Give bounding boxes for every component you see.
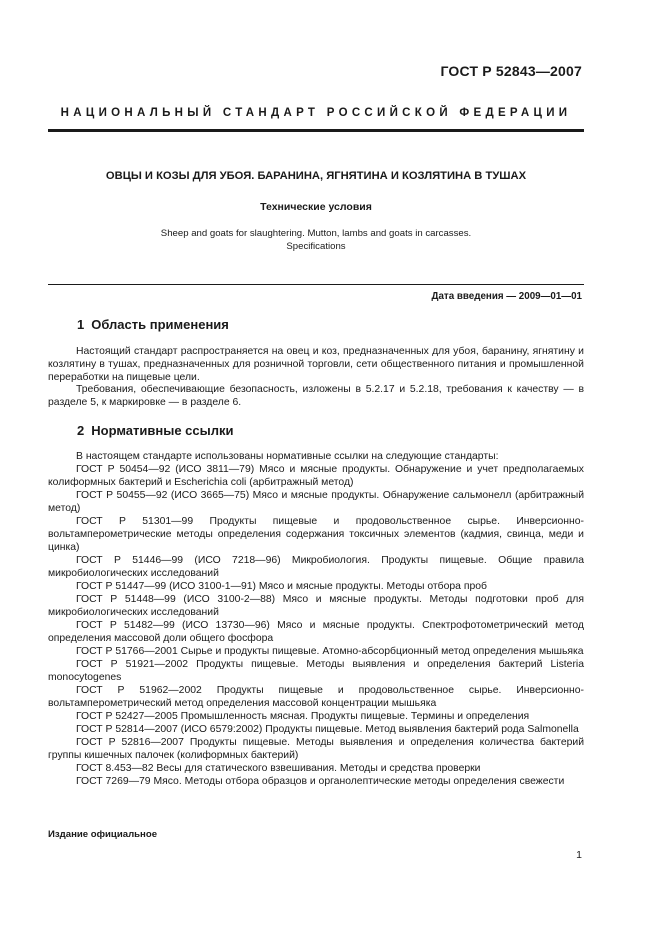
document-subtitle: Технические условия [260, 201, 372, 213]
title-rule [48, 284, 584, 285]
reference-item: ГОСТ 7269—79 Мясо. Методы отбора образцов и органолептические методы определения свежести [76, 776, 565, 787]
reference-item: ГОСТ Р 51921—2002 Продукты пищевые. Методы выявления и определения бактерий Listeria monocytogenes [48, 659, 584, 683]
reference-item: ГОСТ Р 52814—2007 (ИСО 6579:2002) Продукты пищевые. Метод выявления бактерий рода Salmonella [76, 724, 579, 735]
reference-item: ГОСТ Р 51301—99 Продукты пищевые и продовольственное сырье. Инверсионно-вольтамперометрические методы определения содержания токсичных элементов (кадмия, свинца, меди и цинка) [48, 516, 584, 553]
section-1-title: Область применения [91, 317, 229, 332]
reference-item: ГОСТ 8.453—82 Весы для статического взвешивания. Методы и средства проверки [76, 763, 481, 774]
section-1-number: 1 [77, 317, 85, 332]
effective-date: Дата введения — 2009—01—01 [431, 291, 582, 302]
section-2-title: Нормативные ссылки [91, 423, 234, 438]
reference-item: ГОСТ Р 51446—99 (ИСО 7218—96) Микробиология. Продукты пищевые. Общие правила микробиологических исследований [48, 555, 584, 579]
english-title [48, 227, 584, 253]
reference-item: ГОСТ Р 52816—2007 Продукты пищевые. Методы выявления и определения количества бактерий группы кишечных палочек (колиформных бактерий) [48, 737, 584, 761]
national-standard-heading: НАЦИОНАЛЬНЫЙ СТАНДАРТ РОССИЙСКОЙ ФЕДЕРАЦИИ [60, 107, 572, 119]
reference-item: ГОСТ Р 51482—99 (ИСО 13730—96) Мясо и мясные продукты. Спектрофотометрический метод определения массовой доли общего фосфора [48, 620, 584, 644]
english-title-line-1: Sheep and goats for slaughtering. Mutton, lambs and goats in carcasses. [160, 228, 472, 239]
official-edition-label: Издание официальное [48, 829, 158, 840]
section-1-paragraph-2: Требования, обеспечивающие безопасность, изложены в 5.2.17 и 5.2.18, требования к качеству — в разделе 5, к маркировке — в разделе 6. [48, 384, 584, 408]
header-rule [48, 129, 584, 132]
section-2-heading [77, 423, 233, 438]
reference-item: ГОСТ Р 51766—2001 Сырье и продукты пищевые. Атомно-абсорбционный метод определения мышьяка [76, 646, 584, 657]
references-intro: В настоящем стандарте использованы нормативные ссылки на следующие стандарты: [76, 451, 499, 462]
reference-item: ГОСТ Р 50455—92 (ИСО 3665—75) Мясо и мясные продукты. Обнаружение сальмонелл (арбитражный метод) [48, 490, 584, 514]
reference-item: ГОСТ Р 51447—99 (ИСО 3100-1—91) Мясо и мясные продукты. Методы отбора проб [76, 581, 487, 592]
reference-item: ГОСТ Р 50454—92 (ИСО 3811—79) Мясо и мясные продукты. Обнаружение и учет предполагаемых колиформных бактерий и Escherichia coli (арбитражный метод) [48, 464, 584, 488]
section-1-paragraph-1: Настоящий стандарт распространяется на овец и коз, предназначенных для убоя, баранину, ягнятину и козлятину в тушах, предназначенных для розничной торговли, сети общественного питания и промышленной переработки на пищевые цели. [48, 346, 584, 383]
normative-references [48, 450, 584, 788]
section-1-heading [77, 317, 229, 332]
document-number: ГОСТ Р 52843—2007 [440, 63, 582, 79]
page-number: 1 [576, 849, 582, 861]
reference-item: ГОСТ Р 51962—2002 Продукты пищевые и продовольственное сырье. Инверсионно-вольтамперометрический метод определения массовой концентрации мышьяка [48, 685, 584, 709]
section-2-number: 2 [77, 423, 85, 438]
document-title: ОВЦЫ И КОЗЫ ДЛЯ УБОЯ. БАРАНИНА, ЯГНЯТИНА И КОЗЛЯТИНА В ТУШАХ [105, 170, 527, 182]
reference-item: ГОСТ Р 52427—2005 Промышленность мясная. Продукты пищевые. Термины и определения [76, 711, 530, 722]
reference-item: ГОСТ Р 51448—99 (ИСО 3100-2—88) Мясо и мясные продукты. Методы подготовки проб для микробиологических исследований [48, 594, 584, 618]
english-title-line-2: Specifications [286, 241, 346, 252]
